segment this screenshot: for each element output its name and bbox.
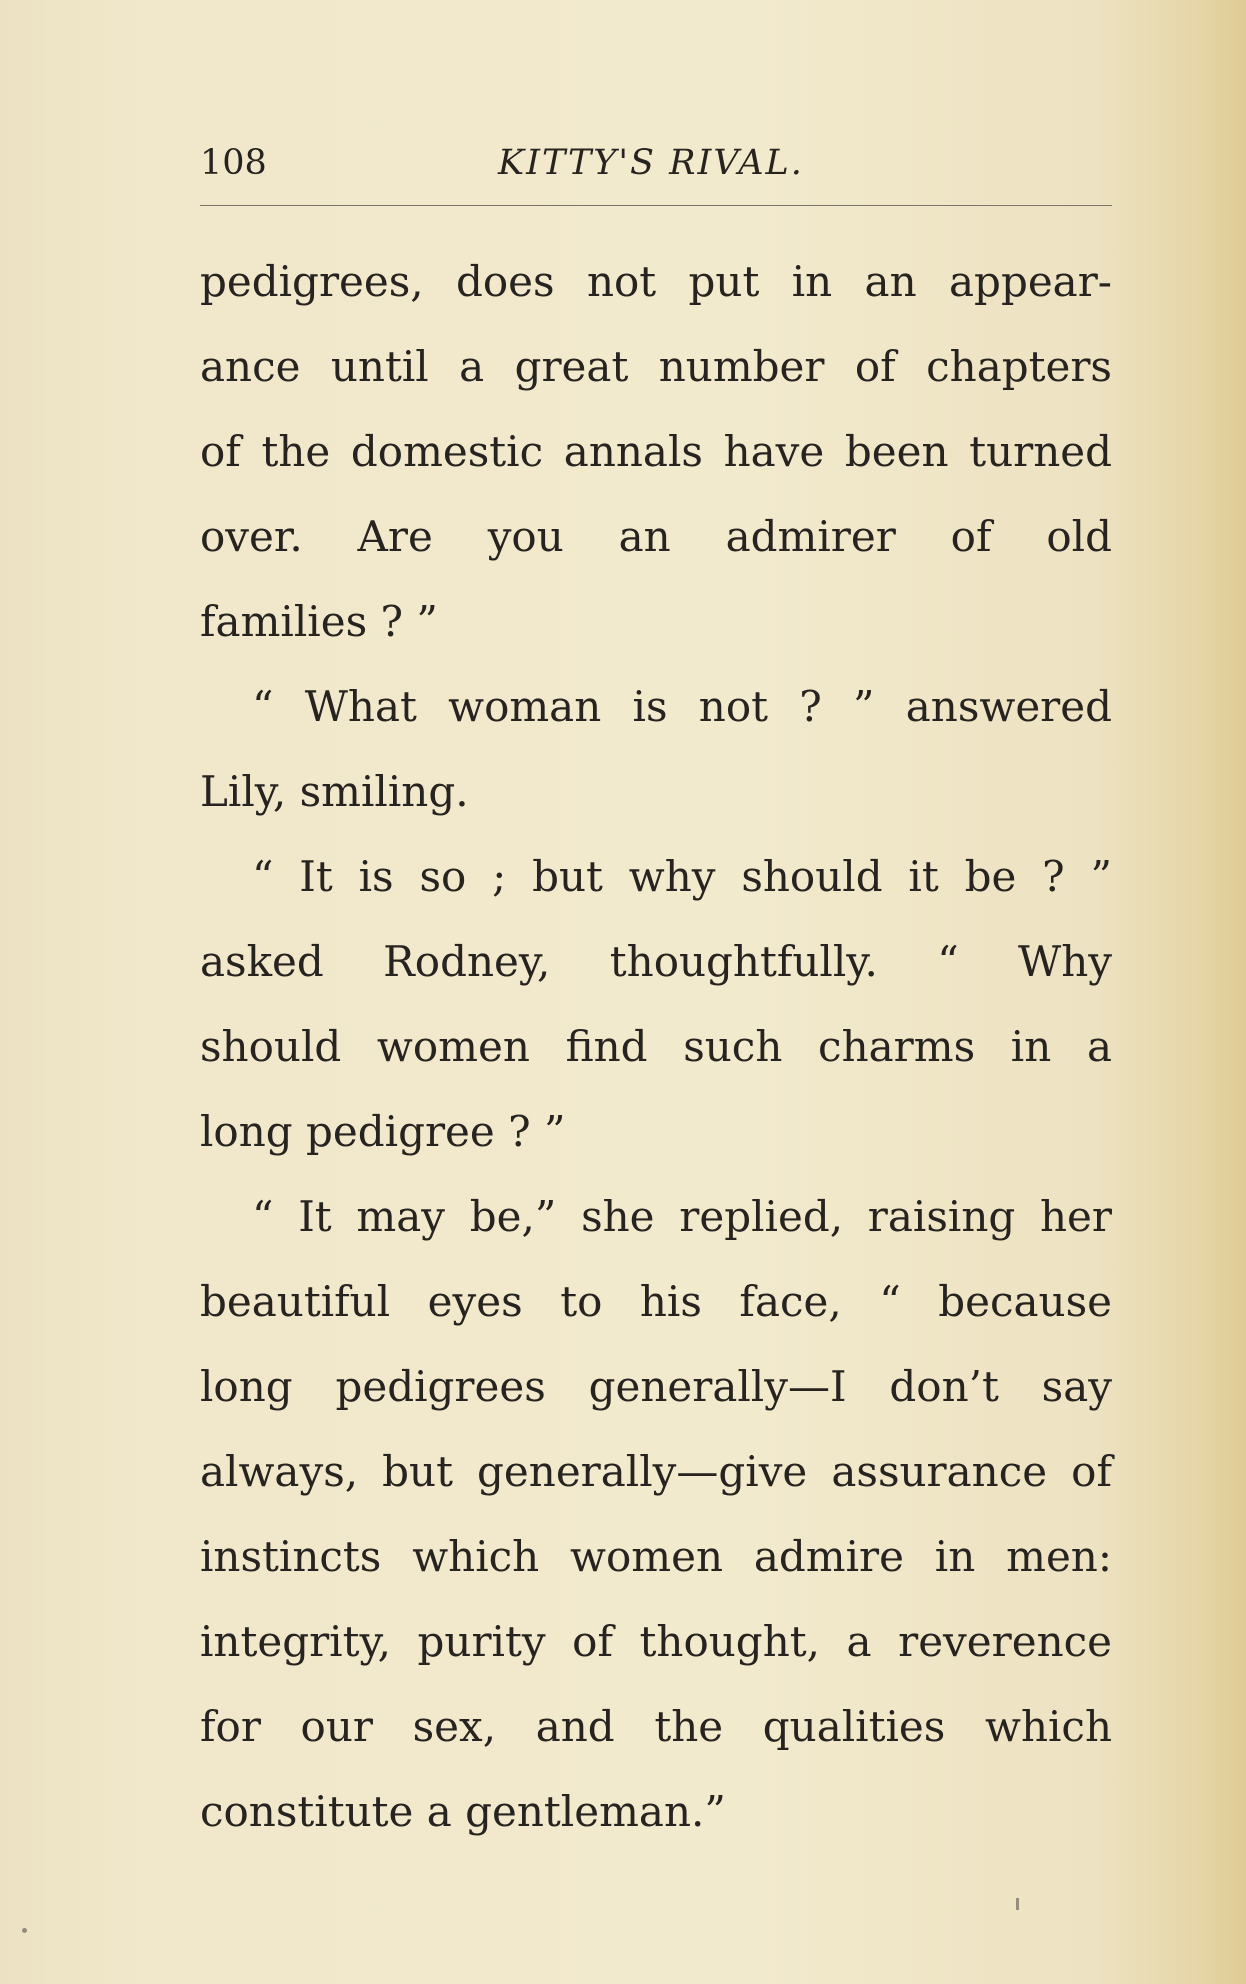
text-line: instincts which women admire in men: (200, 1532, 1112, 1581)
text-line: constitute a gentleman.” (200, 1787, 726, 1836)
header-rule (200, 205, 1112, 206)
running-title: KITTY'S RIVAL. (498, 143, 804, 183)
text-line: Lily, smiling. (200, 767, 469, 816)
running-head (200, 138, 1112, 188)
paper-speck (22, 1928, 27, 1933)
text-line: “ It may be,” she replied, raising her (252, 1192, 1112, 1241)
text-line: “ What woman is not ? ” answered (252, 682, 1112, 731)
text-line: over. Are you an admirer of old (200, 512, 1112, 561)
text-line: families ? ” (200, 597, 438, 646)
text-line: always, but generally—give assurance of (200, 1447, 1112, 1496)
text-line: long pedigree ? ” (200, 1107, 566, 1156)
text-line: asked Rodney, thoughtfully. “ Why (200, 937, 1112, 986)
page-number: 108 (200, 143, 267, 183)
text-line: long pedigrees generally—I don’t say (200, 1362, 1112, 1411)
text-line: for our sex, and the qualities which (200, 1702, 1112, 1751)
text-line: integrity, purity of thought, a reverence (200, 1617, 1112, 1666)
text-line: of the domestic annals have been turned (200, 427, 1112, 476)
text-line: beautiful eyes to his face, “ because (200, 1277, 1112, 1326)
body-text (200, 248, 1112, 1863)
paper-speck (1016, 1898, 1019, 1910)
text-line: pedigrees, does not put in an appear- (200, 257, 1112, 306)
text-line: “ It is so ; but why should it be ? ” (252, 852, 1112, 901)
text-line: should women find such charms in a (200, 1022, 1112, 1071)
text-line: ance until a great number of chapters (200, 342, 1112, 391)
